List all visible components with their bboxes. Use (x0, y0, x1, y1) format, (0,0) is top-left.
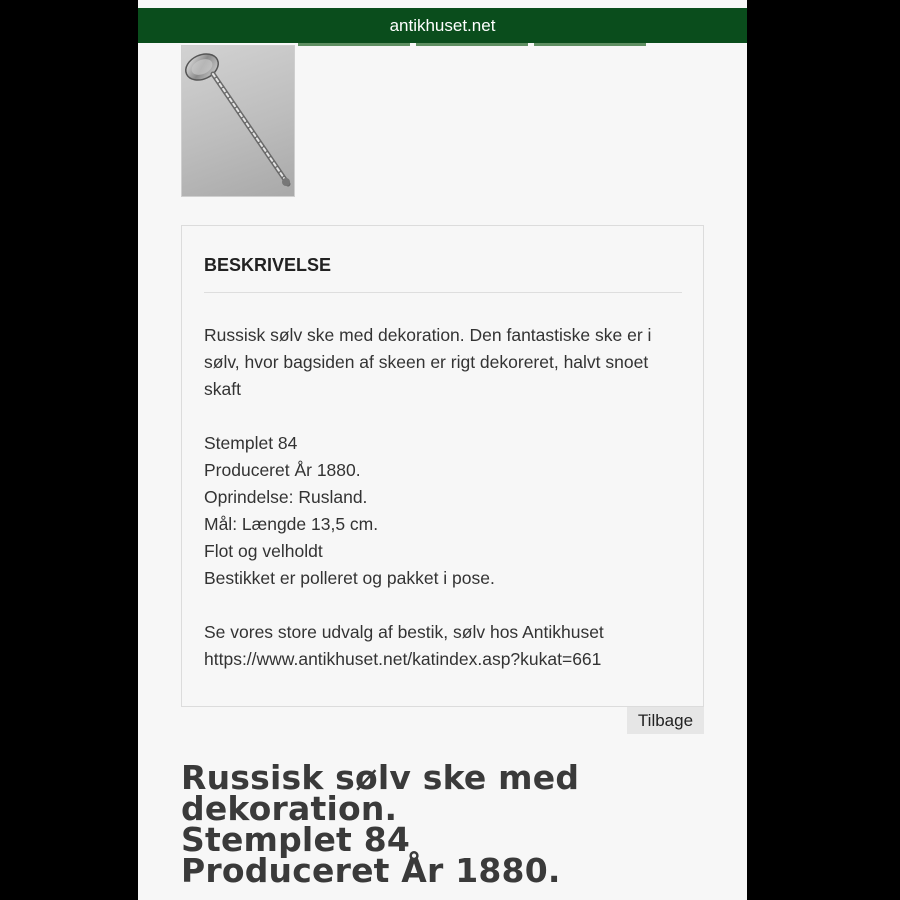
more-link[interactable]: https://www.antikhuset.net/katindex.asp?kukat=661 (204, 649, 602, 669)
description-title: BESKRIVELSE (204, 255, 332, 275)
detail-line: Flot og velholdt (204, 541, 323, 561)
thumbnail-tab[interactable] (298, 43, 410, 46)
site-name[interactable]: antikhuset.net (389, 15, 496, 35)
back-button-label: Tilbage (637, 710, 694, 730)
description-text (204, 322, 674, 673)
more-text: Se vores store udvalg af bestik, sølv hos Antikhuset (204, 622, 604, 642)
page (138, 0, 747, 900)
thumbnail-tab[interactable] (534, 43, 646, 46)
detail-line: Bestikket er polleret og pakket i pose. (204, 568, 495, 588)
product-image[interactable] (181, 45, 295, 197)
spoon-photo-icon (182, 46, 295, 197)
detail-line: Oprindelse: Rusland. (204, 487, 368, 507)
heading-line: Russisk sølv ske med (181, 758, 580, 797)
detail-line: Produceret År 1880. (204, 460, 361, 480)
site-header (138, 8, 747, 43)
product-heading (181, 758, 741, 890)
heading-line: dekoration. (181, 789, 398, 828)
detail-line: Stemplet 84 (204, 433, 298, 453)
heading-line: Stemplet 84 (181, 820, 411, 859)
detail-line: Mål: Længde 13,5 cm. (204, 514, 379, 534)
description-box (181, 225, 704, 707)
divider (204, 292, 682, 293)
thumbnail-strip (298, 43, 646, 46)
description-intro: Russisk sølv ske med dekoration. Den fantastiske ske er i sølv, hvor bagsiden af skeen er rigt dekoreret, halvt snoet skaft (204, 325, 652, 399)
back-button[interactable] (627, 707, 704, 734)
heading-line: Produceret År 1880. (181, 851, 561, 890)
thumbnail-tab[interactable] (416, 43, 528, 46)
